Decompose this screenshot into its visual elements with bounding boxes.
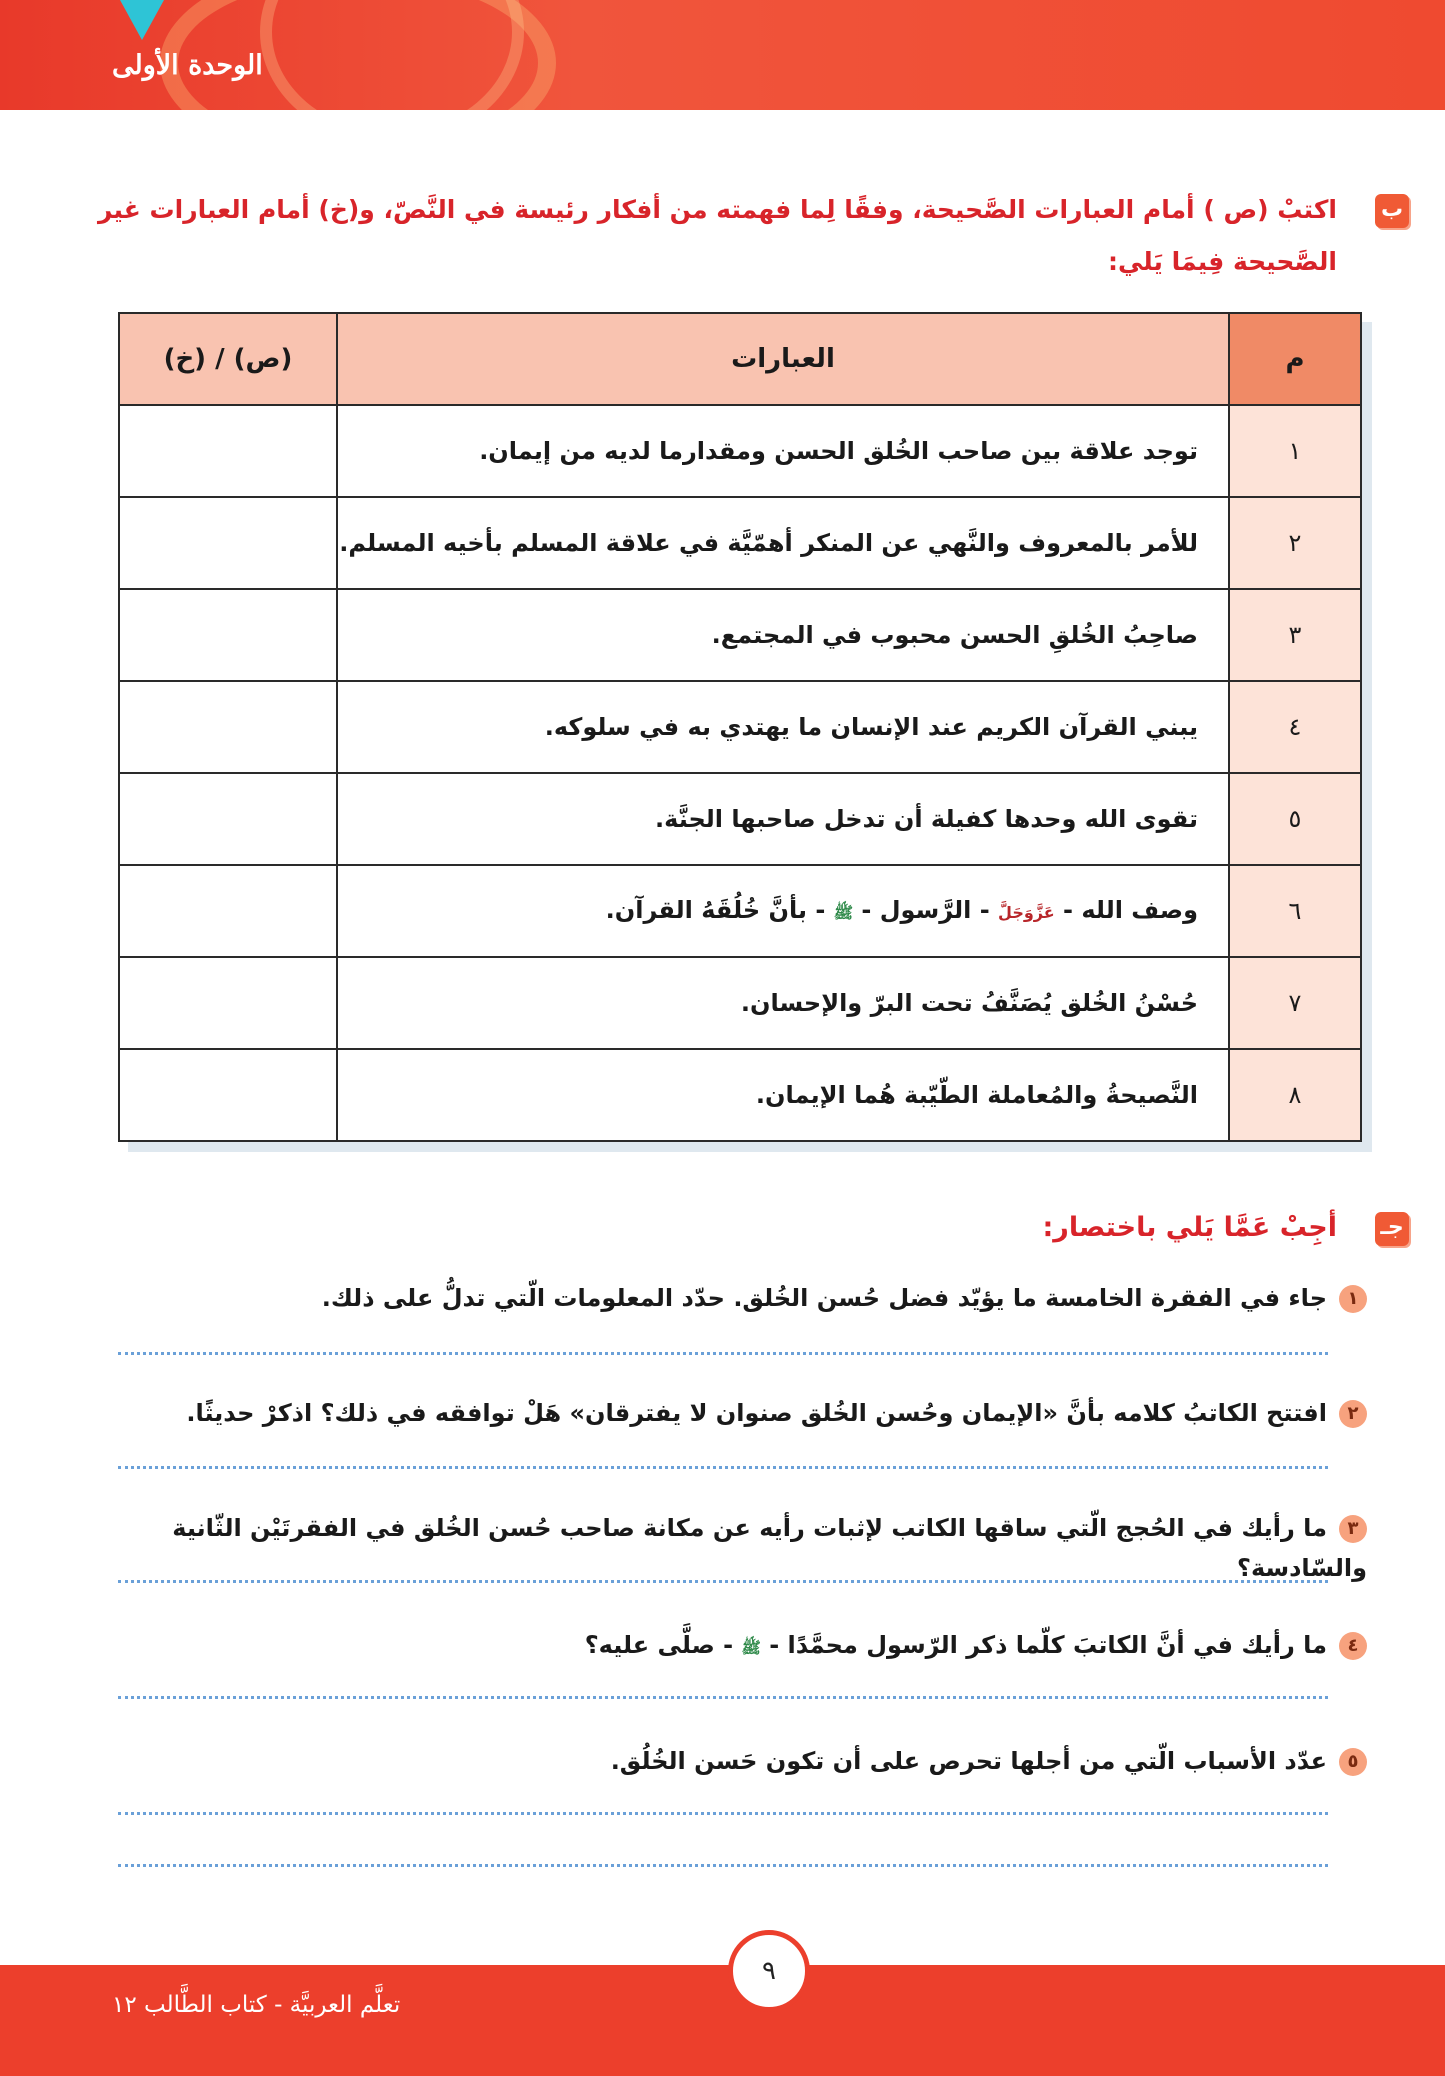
section-b-badge: ب [1375,194,1409,228]
honorific-mark: ﷺ [833,903,854,922]
statement-text: توجد علاقة بين صاحب الخُلق الحسن ومقدارما لديه من إيمان. [337,405,1229,497]
statement-text: يبني القرآن الكريم عند الإنسان ما يهتدي به في سلوكه. [337,681,1229,773]
answer-cell[interactable] [119,1049,337,1141]
statement-text: صاحِبُ الخُلقِ الحسن محبوب في المجتمع. [337,589,1229,681]
table-row [119,957,1361,1049]
statement-part: - الرَّسول - [861,896,990,924]
table-header-row [119,313,1361,405]
book-title: تعلَّم العربيَّة - كتاب الطَّالب ١٢ [112,1992,401,2018]
answer-cell[interactable] [119,681,337,773]
row-number: ٥ [1229,773,1361,865]
honorific-mark: ﷺ [741,1638,761,1657]
answer-line[interactable] [118,1580,1328,1583]
question-number: ٢ [1339,1400,1367,1428]
statement-text: للأمر بالمعروف والنَّهي عن المنكر أهمّيَّة في علاقة المسلم بأخيه المسلم. [337,497,1229,589]
question-number: ٤ [1339,1632,1367,1660]
answer-cell[interactable] [119,589,337,681]
question-1 [87,1278,1367,1318]
answer-cell[interactable] [119,865,337,957]
section-b-instruction: اكتبْ (ص ) أمام العبارات الصَّحيحة، وفقًا لِما فهمته من أفكار رئيسة في النَّصّ، و(خ) أمام العبارات غير الصَّحيحة فِيمَا يَلي: [97,195,1337,276]
statements-table [118,312,1362,1142]
table-row [119,589,1361,681]
question-5 [87,1741,1367,1781]
statement-part: وصف الله - [1063,896,1198,924]
table-row [119,1049,1361,1141]
row-number: ٧ [1229,957,1361,1049]
question-number: ٥ [1339,1748,1367,1776]
answer-line[interactable] [118,1864,1328,1867]
question-text-part: - صلَّى عليه؟ [584,1631,734,1659]
row-number: ٨ [1229,1049,1361,1141]
question-text: ما رأيك في الحُجج الّتي ساقها الكاتب لإثبات رأيه عن مكانة صاحب حُسن الخُلق في الفقرتَيْن الثّانية والسّادسة؟ [172,1514,1367,1582]
unit-title: الوحدة الأولى [112,50,263,81]
question-text: جاء في الفقرة الخامسة ما يؤيّد فضل حُسن الخُلق. حدّد المعلومات الّتي تدلُّ على ذلك. [321,1284,1327,1312]
question-number: ٣ [1339,1515,1367,1543]
answer-line[interactable] [118,1812,1328,1815]
question-number: ١ [1339,1285,1367,1313]
header-answer: (ص) / (خ) [119,313,337,405]
statement-text: تقوى الله وحدها كفيلة أن تدخل صاحبها الجنَّة. [337,773,1229,865]
table-row [119,405,1361,497]
question-text-part: ما رأيك في أنَّ الكاتبَ كلّما ذكر الرّسول محمَّدًا - [769,1631,1327,1659]
statement-text: النَّصيحةُ والمُعاملة الطّيّبة هُما الإيمان. [337,1049,1229,1141]
answer-cell[interactable] [119,497,337,589]
row-number: ١ [1229,405,1361,497]
answer-cell[interactable] [119,405,337,497]
answer-cell[interactable] [119,957,337,1049]
row-number: ٢ [1229,497,1361,589]
question-text: عدّد الأسباب الّتي من أجلها تحرص على أن تكون حَسن الخُلُق. [610,1747,1327,1775]
question-4 [87,1625,1367,1668]
header-statements: العبارات [337,313,1229,405]
table-row [119,681,1361,773]
section-j-heading: أجِبْ عَمَّا يَلي باختصار: [1042,1212,1337,1243]
section-j-badge: جـ [1375,1212,1409,1246]
decorative-triangle [120,0,164,40]
table-row [119,497,1361,589]
page-number: ٩ [728,1930,810,2012]
footer-band [0,1965,1445,2076]
header-num: م [1229,313,1361,405]
row-number: ٣ [1229,589,1361,681]
answer-cell[interactable] [119,773,337,865]
statement-text [337,865,1229,957]
decorative-swirl [260,0,524,110]
statement-text: حُسْنُ الخُلق يُصَنَّفُ تحت البرّ والإحسان. [337,957,1229,1049]
question-text: افتتح الكاتبُ كلامه بأنَّ «الإيمان وحُسن الخُلق صنوان لا يفترقان» هَلْ توافقه في ذلك؟ اذكرْ حديثًا. [186,1399,1327,1427]
honorific-mark: عَزَّوَجَلَّ [998,903,1055,922]
question-2 [87,1393,1367,1433]
row-number: ٦ [1229,865,1361,957]
row-number: ٤ [1229,681,1361,773]
answer-line[interactable] [118,1352,1328,1355]
table-row [119,865,1361,957]
table-row [119,773,1361,865]
answer-line[interactable] [118,1696,1328,1699]
question-3 [87,1508,1367,1588]
statement-part: - بأنَّ خُلُقَهُ القرآن. [605,896,826,924]
answer-line[interactable] [118,1466,1328,1469]
